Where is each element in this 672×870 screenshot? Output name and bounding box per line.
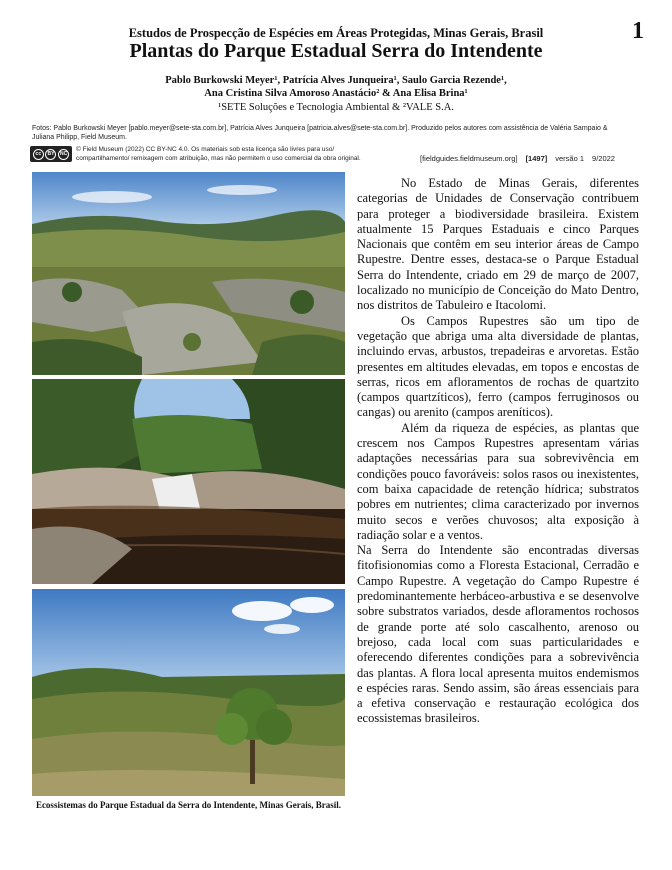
photo-credits: Fotos: Pablo Burkowski Meyer [pablo.meyer@sete-sta.com.br], Patrícia Alves Junqueira [patricia.alves@sete-sta.com.br]. Produzido pelos autores com assistência de Valéria Sampaio & Juliana Philipp, Field Museum.	[32, 125, 608, 141]
cc-icon: cc	[33, 149, 44, 160]
body-text	[357, 176, 639, 727]
series-title: Estudos de Prospecção de Espécies em Áreas Protegidas, Minas Gerais, Brasil	[128, 26, 544, 40]
paragraph-4: Na Serra do Intendente são encontradas diversas fitofisionomias como a Floresta Estacional, Cerradão e Campo Rupestre. A vegetação do Campo Rupestre é predominantemente herbáceo-arbustiva e se desenvolve sobre substratos variados, desde afloramentos rochosos de grande porte até solo cascalhento, arenoso ou brejoso, cada local com suas particularidades e oferecendo diferentes condições para a sobrevivência das plantas. A flora local apresenta muitos endemismos e espécies raras. Sendo assim, são áreas essenciais para a efetiva conservação e restauração ecológica dos ecossistemas brasileiros.	[357, 543, 639, 726]
nc-icon: NC	[58, 149, 69, 160]
guide-meta	[420, 154, 615, 163]
paragraph-2: Os Campos Rupestres são um tipo de vegetação que abriga uma alta diversidade de plantas, incluindo ervas, arbustos, trepadeiras e arvoretas. Estão presentes em altitudes elevadas, em topos e encostas de serras, ricos em afloramentos de rochas de quartzito (campos quartzíticos), ferro (campos ferruginosos ou cangas) ou arenito (campos areníticos).	[357, 313, 639, 420]
authors	[0, 74, 672, 100]
paragraph-1: No Estado de Minas Gerais, diferentes categorias de Unidades de Conservação contribuem para proteger a biodiversidade brasileira. Existem atualmente 15 Parques Estaduais e cinco Parques Nacionais que contêm em seu interior áreas de Campo Rupestre. Dentre esses, destaca-se o Parque Estadual Serra do Intendente, criado em 29 de março de 2007, localizado no município de Conceição do Mato Dentro, nos distritos de Tabuleiro e Itacolomi.	[357, 176, 639, 313]
page-number: 1	[632, 18, 644, 44]
authors-line-2: Ana Cristina Silva Amoroso Anastácio² & Ana Elisa Brina¹	[204, 88, 468, 99]
by-icon: BY	[45, 149, 56, 160]
guide-version: versão 1	[555, 154, 585, 163]
license-text	[76, 146, 396, 163]
figure-caption: Ecossistemas do Parque Estadual da Serra do Intendente, Minas Gerais, Brasil.	[35, 800, 342, 810]
waterfall-pool-photo	[32, 379, 345, 584]
guide-url[interactable]: [fieldguides.fieldmuseum.org]	[420, 154, 518, 163]
cc-license-icon	[30, 146, 72, 162]
hills-tree-photo	[32, 589, 345, 796]
landscape-rocks-photo	[32, 172, 345, 375]
affiliation: ¹SETE Soluções e Tecnologia Ambiental & ²VALE S.A.	[218, 102, 454, 113]
license-line-2: compartilhamento/ remixagem com atribuição, mas não permitem o uso comercial da obra original.	[76, 154, 361, 162]
paragraph-3: Além da riqueza de espécies, as plantas que crescem nos Campos Rupestres apresentam várias adaptações necessárias para sua sobrevivência em condições pouco favoráveis: solos rasos ou inexistentes, com baixa capacidade de retenção hídrica; substratos pobres em nutrientes; clima caracterizado por invernos muito secos e verões chuvosos; alta exposição à radiação solar e a ventos.	[357, 420, 639, 542]
license-line-1: © Field Museum (2022) CC BY-NC 4.0. Os materiais sob esta licença são livres para uso/	[76, 146, 335, 153]
guide-date: 9/2022	[592, 154, 615, 163]
authors-line-1: Pablo Burkowski Meyer¹, Patrícia Alves Junqueira¹, Saulo Garcia Rezende¹,	[165, 75, 507, 86]
guide-id: [1497]	[525, 154, 548, 163]
page-title: Plantas do Parque Estadual Serra do Intendente	[129, 40, 543, 62]
